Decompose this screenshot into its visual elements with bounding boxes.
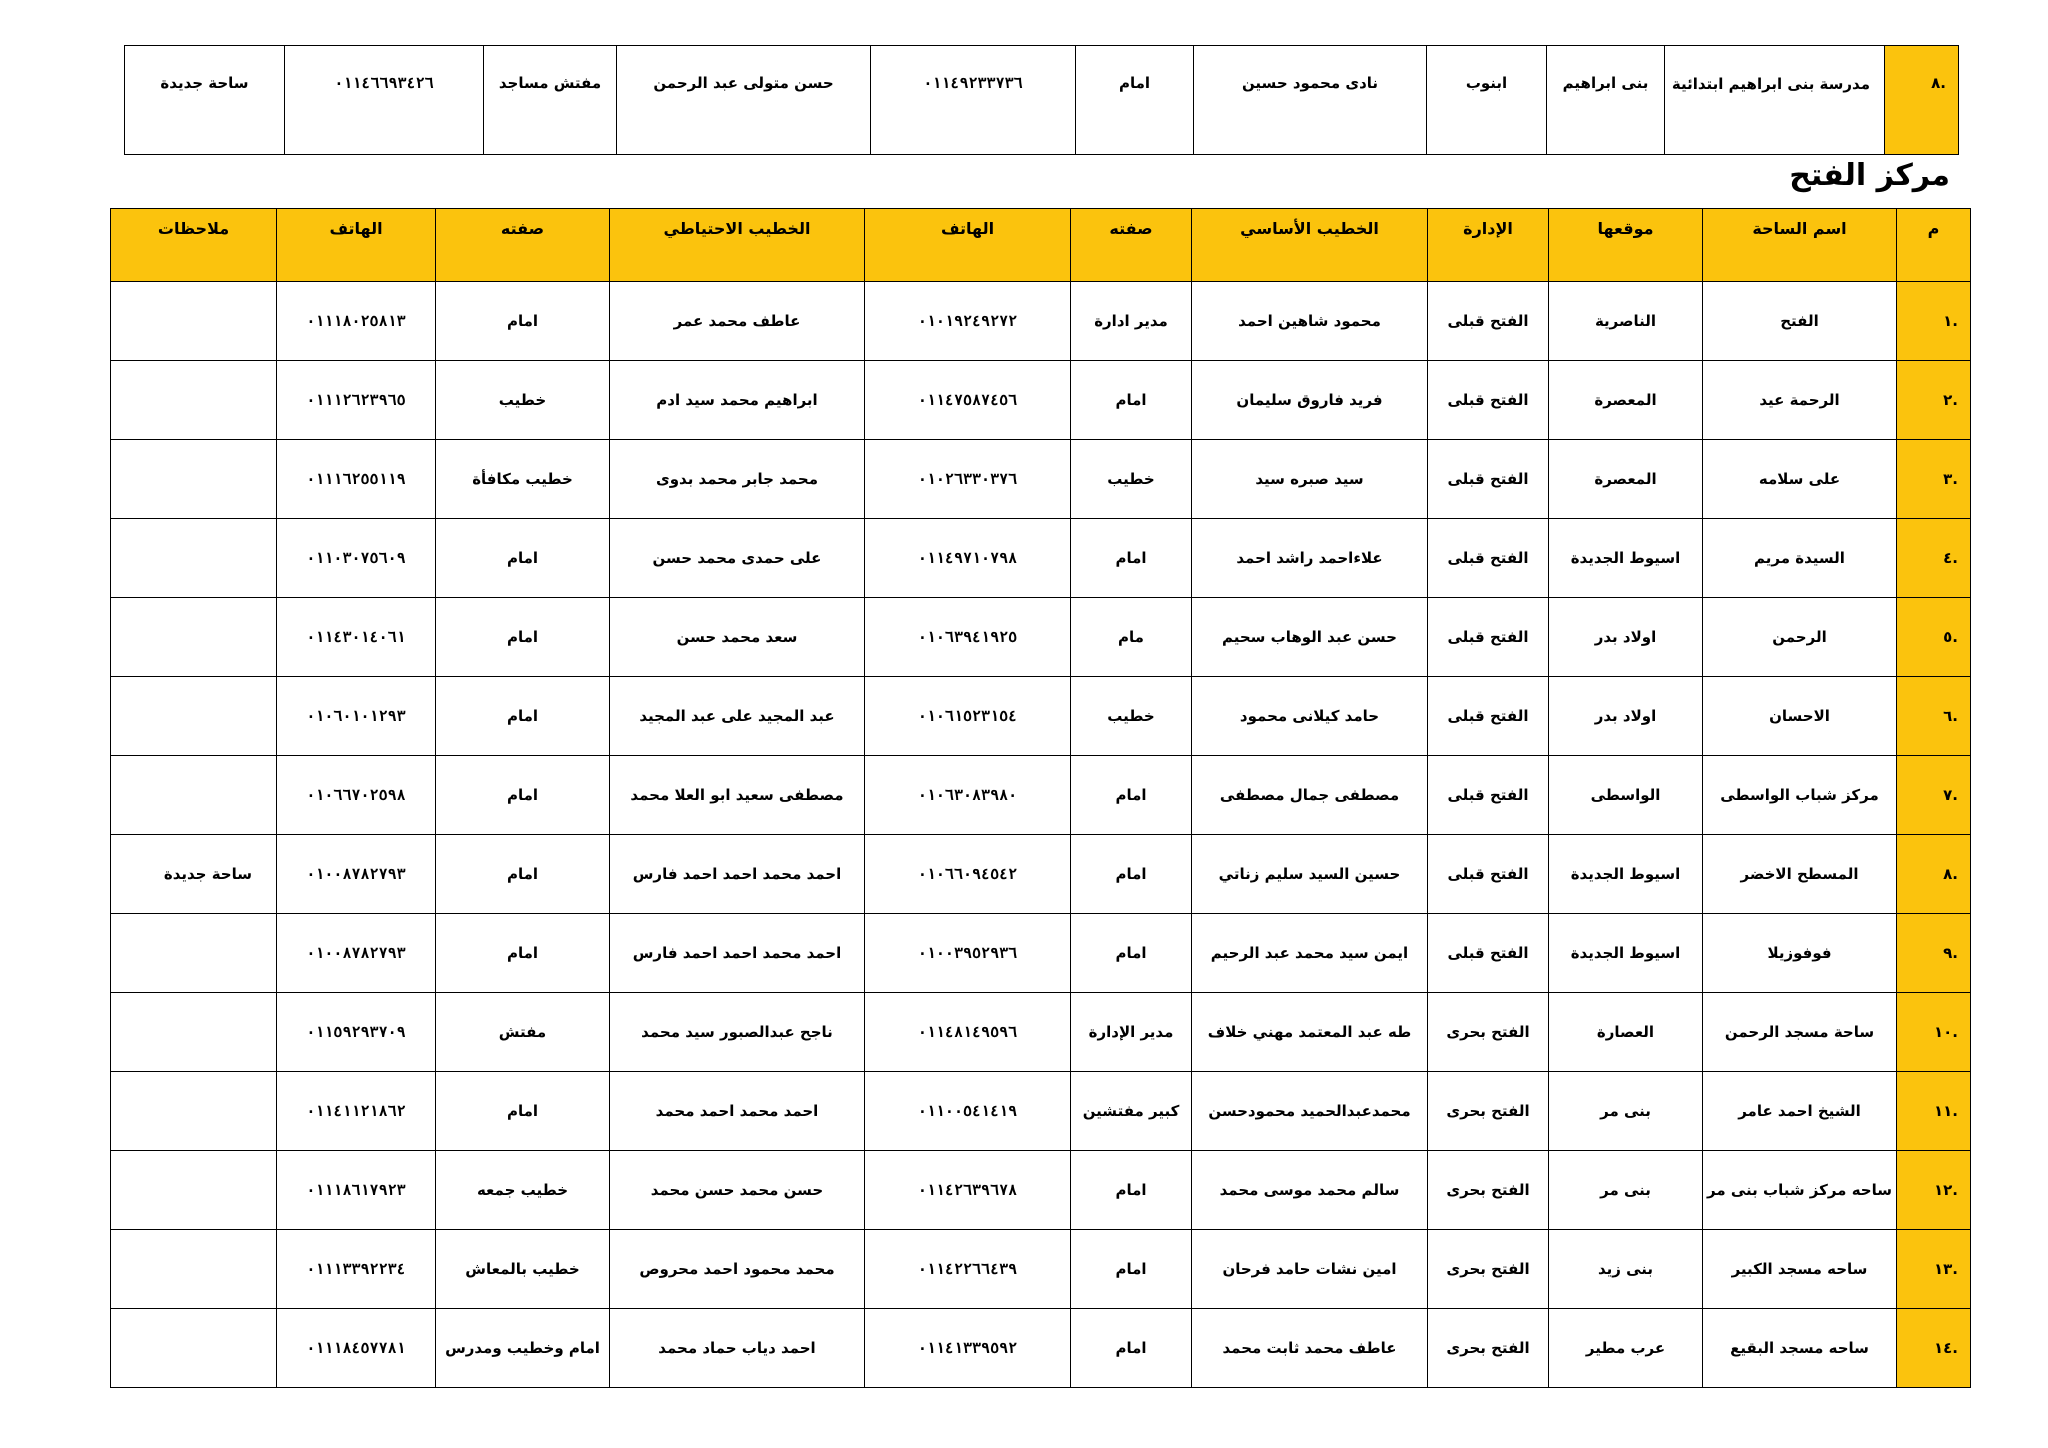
site-name: الفتح	[1703, 282, 1897, 361]
main-preacher: امين نشات حامد فرحان	[1192, 1230, 1428, 1309]
main-preacher-phone: ٠١٠٢٦٣٣٠٣٧٦	[865, 440, 1071, 519]
site-location: اولاد بدر	[1549, 598, 1703, 677]
row-number: .٣	[1897, 440, 1971, 519]
reserve-preacher: ناجح عبدالصبور سيد محمد	[610, 993, 865, 1072]
notes	[111, 1072, 277, 1151]
main-preacher-phone: ٠١٠٦٦٠٩٤٥٤٢	[865, 835, 1071, 914]
reserve-preacher: محمد جابر محمد بدوى	[610, 440, 865, 519]
main-preacher: نادى محمود حسين	[1194, 46, 1427, 155]
site-name: ساحة مسجد الرحمن	[1703, 993, 1897, 1072]
row-number: .٨	[1885, 46, 1959, 155]
admin: ابنوب	[1427, 46, 1547, 155]
site-name: ساحه مسجد الكبير	[1703, 1230, 1897, 1309]
main-preacher-role: امام	[1071, 914, 1192, 993]
site-location: المعصرة	[1549, 361, 1703, 440]
main-preacher-role: امام	[1071, 835, 1192, 914]
reserve-preacher-role: امام	[436, 914, 610, 993]
table-row	[111, 440, 1971, 519]
reserve-preacher-role: امام	[436, 756, 610, 835]
header-main-role: صفته	[1071, 209, 1192, 282]
reserve-preacher-role: امام	[436, 282, 610, 361]
main-preacher: حسين السيد سليم زناتي	[1192, 835, 1428, 914]
main-preacher-phone: ٠١١٤١٣٣٩٥٩٢	[865, 1309, 1071, 1388]
site-name: الاحسان	[1703, 677, 1897, 756]
site-location: اسيوط الجديدة	[1549, 914, 1703, 993]
reserve-preacher-role: مفتش	[436, 993, 610, 1072]
reserve-preacher-phone: ٠١٠٠٨٧٨٢٧٩٣	[277, 835, 436, 914]
reserve-preacher: حسن متولى عبد الرحمن	[617, 46, 871, 155]
reserve-preacher-role: امام	[436, 835, 610, 914]
table-row	[111, 835, 1971, 914]
reserve-preacher-phone: ٠١١١٦٢٥٥١١٩	[277, 440, 436, 519]
reserve-preacher: احمد محمد احمد محمد	[610, 1072, 865, 1151]
reserve-preacher-role: خطيب بالمعاش	[436, 1230, 610, 1309]
site-location: العصارة	[1549, 993, 1703, 1072]
main-preacher-phone: ٠١١٤٢٦٣٩٦٧٨	[865, 1151, 1071, 1230]
previous-section-table	[124, 45, 1959, 155]
section-title: مركز الفتح	[1789, 158, 1950, 193]
reserve-preacher-role: خطيب جمعه	[436, 1151, 610, 1230]
admin: الفتح قبلى	[1428, 519, 1549, 598]
row-number: .٥	[1897, 598, 1971, 677]
table-row	[111, 677, 1971, 756]
admin: الفتح بحرى	[1428, 993, 1549, 1072]
row-number: .٤	[1897, 519, 1971, 598]
row-number: .١٠	[1897, 993, 1971, 1072]
site-location: اسيوط الجديدة	[1549, 519, 1703, 598]
notes: ساحة جديدة	[125, 46, 285, 155]
reserve-preacher-phone: ٠١١٠٣٠٧٥٦٠٩	[277, 519, 436, 598]
site-location: بنى مر	[1549, 1072, 1703, 1151]
reserve-preacher: سعد محمد حسن	[610, 598, 865, 677]
site-name: على سلامه	[1703, 440, 1897, 519]
notes	[111, 1151, 277, 1230]
reserve-preacher-role: مفتش مساجد	[484, 46, 617, 155]
main-preacher-phone: ٠١١٤٩٢٣٣٧٣٦	[871, 46, 1076, 155]
reserve-preacher-role: خطيب	[436, 361, 610, 440]
admin: الفتح قبلى	[1428, 677, 1549, 756]
reserve-preacher: على حمدى محمد حسن	[610, 519, 865, 598]
row-number: .٨	[1897, 835, 1971, 914]
main-preacher-role: مام	[1071, 598, 1192, 677]
reserve-preacher-phone: ٠١١١٢٦٢٣٩٦٥	[277, 361, 436, 440]
reserve-preacher: مصطفى سعيد ابو العلا محمد	[610, 756, 865, 835]
notes	[111, 598, 277, 677]
main-preacher-phone: ٠١١٠٠٥٤١٤١٩	[865, 1072, 1071, 1151]
reserve-preacher-phone: ٠١٠٦٠١٠١٢٩٣	[277, 677, 436, 756]
notes	[111, 361, 277, 440]
table-row	[125, 46, 1959, 155]
header-notes: ملاحظات	[111, 209, 277, 282]
reserve-preacher-phone: ٠١١١٨٠٢٥٨١٣	[277, 282, 436, 361]
header-reserve-role: صفته	[436, 209, 610, 282]
row-number: .٢	[1897, 361, 1971, 440]
notes	[111, 993, 277, 1072]
notes	[111, 1230, 277, 1309]
reserve-preacher-phone: ٠١٠٠٨٧٨٢٧٩٣	[277, 914, 436, 993]
main-preacher-role: امام	[1071, 1151, 1192, 1230]
main-preacher: فريد فاروق سليمان	[1192, 361, 1428, 440]
table-row	[111, 1151, 1971, 1230]
table-row	[111, 519, 1971, 598]
table-header-row	[111, 209, 1971, 282]
main-preacher-role: مدير ادارة	[1071, 282, 1192, 361]
site-name: الرحمة عيد	[1703, 361, 1897, 440]
admin: الفتح بحرى	[1428, 1072, 1549, 1151]
reserve-preacher-role: خطيب مكافأة	[436, 440, 610, 519]
table-row	[111, 993, 1971, 1072]
reserve-preacher-role: امام	[436, 519, 610, 598]
site-location: عرب مطير	[1549, 1309, 1703, 1388]
main-preacher-phone: ٠١١٤٩٧١٠٧٩٨	[865, 519, 1071, 598]
notes	[111, 1309, 277, 1388]
main-preacher-role: امام	[1071, 519, 1192, 598]
reserve-preacher-phone: ٠١١١٨٦١٧٩٢٣	[277, 1151, 436, 1230]
main-preacher: مصطفى جمال مصطفى	[1192, 756, 1428, 835]
notes	[111, 756, 277, 835]
reserve-preacher: احمد دياب حماد محمد	[610, 1309, 865, 1388]
reserve-preacher-phone: ٠١١١٣٣٩٢٢٣٤	[277, 1230, 436, 1309]
main-preacher-phone: ٠١١٤٢٢٦٦٤٣٩	[865, 1230, 1071, 1309]
main-preacher: ايمن سيد محمد عبد الرحيم	[1192, 914, 1428, 993]
reserve-preacher: احمد محمد احمد احمد فارس	[610, 835, 865, 914]
reserve-preacher: احمد محمد احمد احمد فارس	[610, 914, 865, 993]
site-location: اسيوط الجديدة	[1549, 835, 1703, 914]
main-preacher-role: امام	[1071, 1230, 1192, 1309]
admin: الفتح بحرى	[1428, 1309, 1549, 1388]
table-row	[111, 1309, 1971, 1388]
main-preacher: حسن عبد الوهاب سحيم	[1192, 598, 1428, 677]
table-row	[111, 361, 1971, 440]
site-name: مركز شباب الواسطى	[1703, 756, 1897, 835]
reserve-preacher-role: امام	[436, 1072, 610, 1151]
reserve-preacher: محمد محمود احمد محروص	[610, 1230, 865, 1309]
site-name: الشيخ احمد عامر	[1703, 1072, 1897, 1151]
main-preacher-role: امام	[1071, 756, 1192, 835]
reserve-preacher-phone: ٠١١٤١١٢١٨٦٢	[277, 1072, 436, 1151]
site-name: السيدة مريم	[1703, 519, 1897, 598]
admin: الفتح بحرى	[1428, 1230, 1549, 1309]
site-name: ساحه مركز شباب بنى مر	[1703, 1151, 1897, 1230]
site-location: بنى مر	[1549, 1151, 1703, 1230]
main-preacher-phone: ٠١٠٦١٥٢٣١٥٤	[865, 677, 1071, 756]
table-row	[111, 914, 1971, 993]
main-preacher: عاطف محمد ثابت محمد	[1192, 1309, 1428, 1388]
site-name: الرحمن	[1703, 598, 1897, 677]
main-preacher-role: امام	[1076, 46, 1194, 155]
site-name: مدرسة بنى ابراهيم ابتدائية	[1665, 46, 1885, 155]
main-preacher: محمود شاهين احمد	[1192, 282, 1428, 361]
admin: الفتح قبلى	[1428, 361, 1549, 440]
reserve-preacher-phone: ٠١١٤٦٦٩٣٤٢٦	[285, 46, 484, 155]
notes	[111, 519, 277, 598]
site-location: بنى ابراهيم	[1547, 46, 1665, 155]
row-number: .١١	[1897, 1072, 1971, 1151]
notes	[111, 914, 277, 993]
notes	[111, 282, 277, 361]
table-row	[111, 282, 1971, 361]
table-row	[111, 1230, 1971, 1309]
header-admin: الإدارة	[1428, 209, 1549, 282]
site-location: اولاد بدر	[1549, 677, 1703, 756]
header-main-phone: الهاتف	[865, 209, 1071, 282]
row-number: .٧	[1897, 756, 1971, 835]
site-name: المسطح الاخضر	[1703, 835, 1897, 914]
header-site: اسم الساحة	[1703, 209, 1897, 282]
main-preacher: حامد كيلانى محمود	[1192, 677, 1428, 756]
main-preacher-role: امام	[1071, 361, 1192, 440]
main-preacher: سالم محمد موسى محمد	[1192, 1151, 1428, 1230]
header-number: م	[1897, 209, 1971, 282]
row-number: .١٢	[1897, 1151, 1971, 1230]
reserve-preacher-phone: ٠١١١٨٤٥٧٧٨١	[277, 1309, 436, 1388]
admin: الفتح قبلى	[1428, 282, 1549, 361]
main-preacher-phone: ٠١٠٠٣٩٥٢٩٣٦	[865, 914, 1071, 993]
main-preacher: طه عبد المعتمد مهني خلاف	[1192, 993, 1428, 1072]
reserve-preacher-role: امام	[436, 598, 610, 677]
site-name: ساحه مسجد البقيع	[1703, 1309, 1897, 1388]
site-location: بنى زيد	[1549, 1230, 1703, 1309]
admin: الفتح بحرى	[1428, 1151, 1549, 1230]
main-preacher-phone: ٠١٠١٩٢٤٩٢٧٢	[865, 282, 1071, 361]
main-preacher-phone: ٠١٠٦٣٠٨٣٩٨٠	[865, 756, 1071, 835]
table-row	[111, 1072, 1971, 1151]
admin: الفتح قبلى	[1428, 835, 1549, 914]
row-number: .١٣	[1897, 1230, 1971, 1309]
main-preacher-role: خطيب	[1071, 440, 1192, 519]
reserve-preacher-phone: ٠١٠٦٦٧٠٢٥٩٨	[277, 756, 436, 835]
main-preacher: محمدعبدالحميد محمودحسن	[1192, 1072, 1428, 1151]
site-location: الواسطى	[1549, 756, 1703, 835]
main-preacher-role: امام	[1071, 1309, 1192, 1388]
header-main-preacher: الخطيب الأساسي	[1192, 209, 1428, 282]
reserve-preacher-phone: ٠١١٥٩٢٩٣٧٠٩	[277, 993, 436, 1072]
main-preacher-role: كبير مفتشين	[1071, 1072, 1192, 1151]
sites-table	[110, 208, 1971, 1388]
reserve-preacher: عاطف محمد عمر	[610, 282, 865, 361]
main-preacher-phone: ٠١١٤٧٥٨٧٤٥٦	[865, 361, 1071, 440]
admin: الفتح قبلى	[1428, 440, 1549, 519]
notes	[111, 677, 277, 756]
reserve-preacher: عبد المجيد على عبد المجيد	[610, 677, 865, 756]
reserve-preacher: ابراهيم محمد سيد ادم	[610, 361, 865, 440]
reserve-preacher: حسن محمد حسن محمد	[610, 1151, 865, 1230]
main-preacher: علاءاحمد راشد احمد	[1192, 519, 1428, 598]
table-row	[111, 598, 1971, 677]
row-number: .٦	[1897, 677, 1971, 756]
reserve-preacher-phone: ٠١١٤٣٠١٤٠٦١	[277, 598, 436, 677]
site-name: فوفوزيلا	[1703, 914, 1897, 993]
main-preacher-phone: ٠١١٤٨١٤٩٥٩٦	[865, 993, 1071, 1072]
row-number: .١٤	[1897, 1309, 1971, 1388]
table-row	[111, 756, 1971, 835]
site-location: الناصرية	[1549, 282, 1703, 361]
main-preacher: سيد صبره سيد	[1192, 440, 1428, 519]
reserve-preacher-role: امام وخطيب ومدرس	[436, 1309, 610, 1388]
main-preacher-role: مدير الإدارة	[1071, 993, 1192, 1072]
site-location: المعصرة	[1549, 440, 1703, 519]
row-number: .٩	[1897, 914, 1971, 993]
header-reserve-preacher: الخطيب الاحتياطي	[610, 209, 865, 282]
admin: الفتح قبلى	[1428, 914, 1549, 993]
header-location: موقعها	[1549, 209, 1703, 282]
main-preacher-phone: ٠١٠٦٣٩٤١٩٢٥	[865, 598, 1071, 677]
main-preacher-role: خطيب	[1071, 677, 1192, 756]
notes	[111, 440, 277, 519]
reserve-preacher-role: امام	[436, 677, 610, 756]
notes: ساحة جديدة	[111, 835, 277, 914]
admin: الفتح قبلى	[1428, 756, 1549, 835]
header-reserve-phone: الهاتف	[277, 209, 436, 282]
row-number: .١	[1897, 282, 1971, 361]
admin: الفتح قبلى	[1428, 598, 1549, 677]
